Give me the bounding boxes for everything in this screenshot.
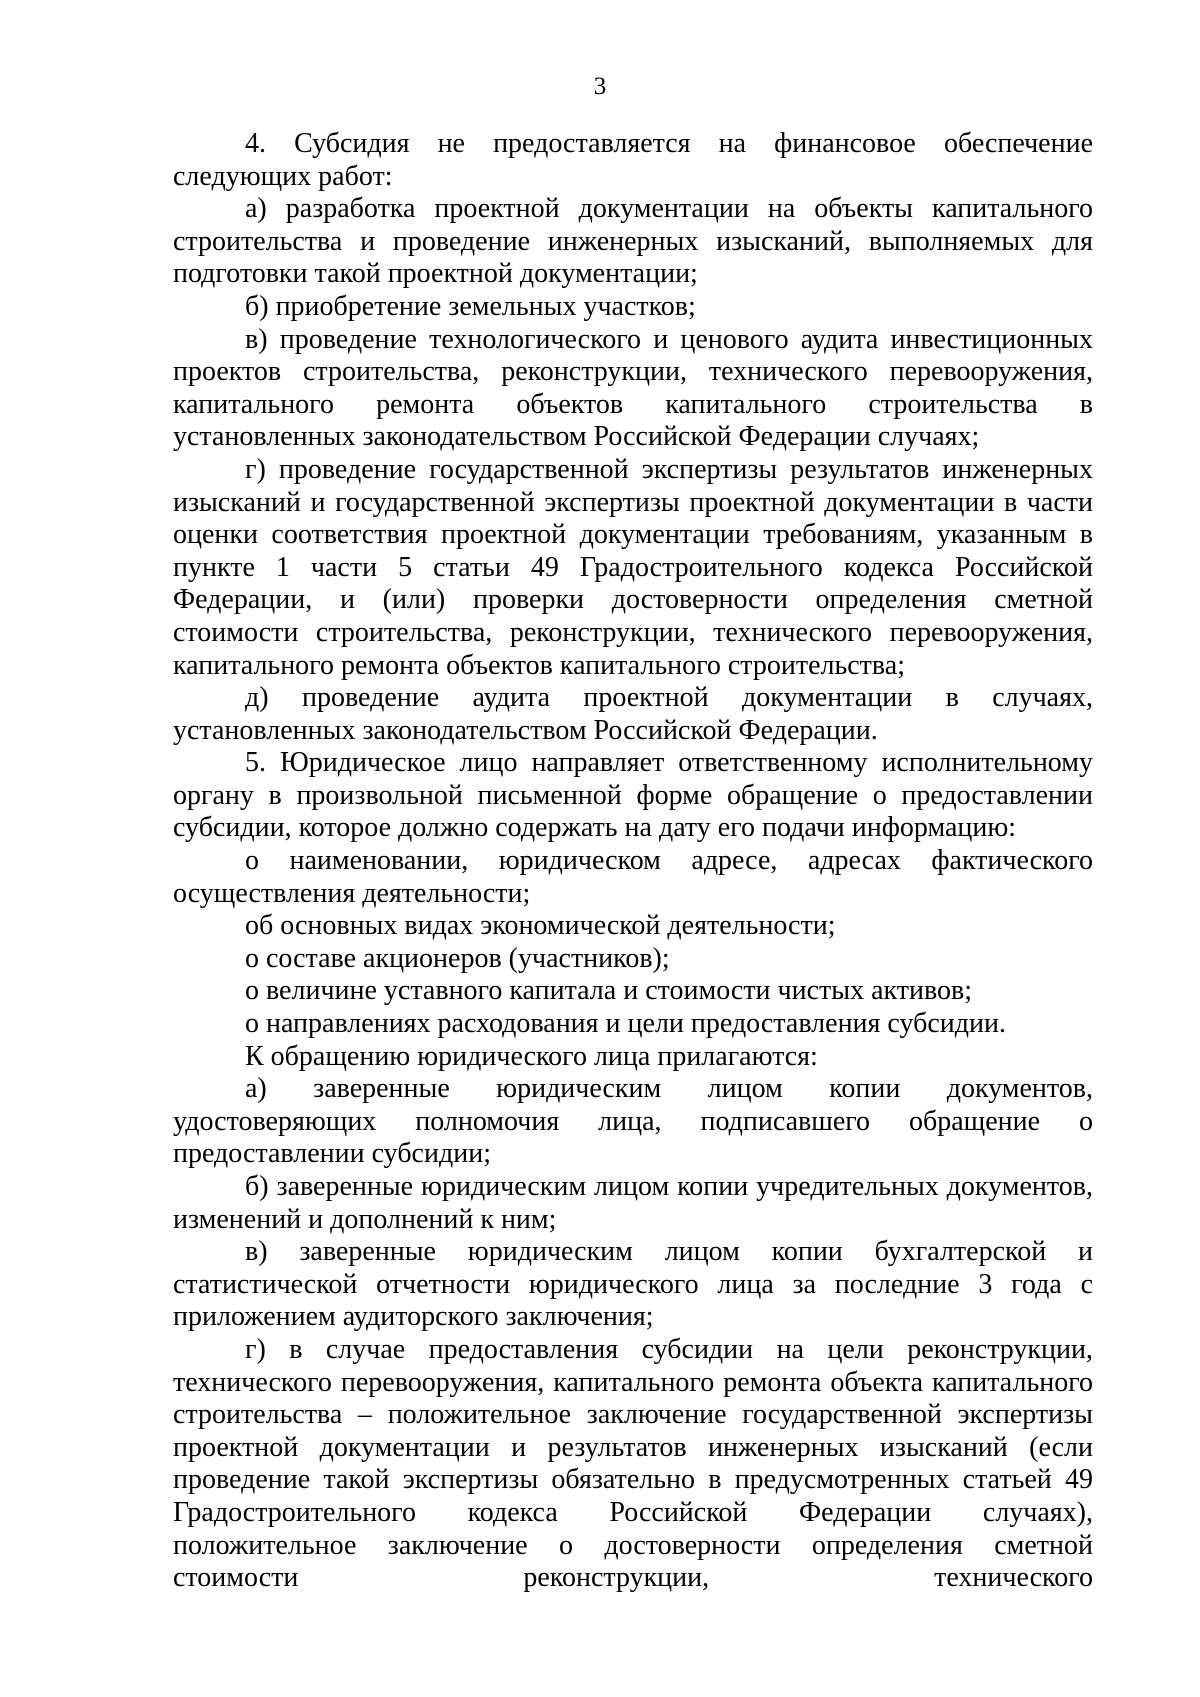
document-body xyxy=(173,128,1093,1595)
attachment-item-b: б) заверенные юридическим лицом копии учредительных документов, изменений и дополнений к ним; xyxy=(173,1171,1093,1235)
attachment-item-a: а) заверенные юридическим лицом копии документов, удостоверяющих полномочия лица, подписавшего обращение о предоставлении субсидии; xyxy=(173,1073,1093,1170)
attachment-item-v: в) заверенные юридическим лицом копии бухгалтерской и статистической отчетности юридического лица за последние 3 года с приложением аудиторского заключения; xyxy=(173,1236,1093,1333)
list-item-g-expertise: г) проведение государственной экспертизы результатов инженерных изысканий и государственной экспертизы проектной документации в части оценки соответствия проектной документации требованиям, указанным в пункте 1 части 5 статьи 49 Градостроительного кодекса Российской Федерации, и (или) проверки достоверности определения сметной стоимости строительства, реконструкции, технического перевооружения, капитального ремонта объектов капитального строительства; xyxy=(173,453,1093,681)
attachment-item-g: г) в случае предоставления субсидии на цели реконструкции, технического перевооружения, капитального ремонта объекта капитального строительства – положительное заключение государственной экспертизы проектной документации и результатов инженерных изысканий (если проведение такой экспертизы обязательно в предусмотренных статьей 49 Градостроительного кодекса Российской Федерации случаях), положительное заключение о достоверности определения сметной стоимости реконструкции, технического xyxy=(173,1333,1093,1594)
list-item-d-design-audit: д) проведение аудита проектной документации в случаях, установленных законодательством Российской Федерации. xyxy=(173,682,1093,746)
paragraph-4-intro: 4. Субсидия не предоставляется на финансовое обеспечение следующих работ: xyxy=(173,128,1093,192)
attachments-intro: К обращению юридического лица прилагаются: xyxy=(245,1040,818,1072)
info-item-capital: о величине уставного капитала и стоимости чистых активов; xyxy=(245,975,972,1007)
list-item-b-land: б) приобретение земельных участков; xyxy=(245,290,696,322)
paragraph-5-intro: 5. Юридическое лицо направляет ответственному исполнительному органу в произвольной письменной форме обращение о предоставлении субсидии, которое должно содержать на дату его подачи информацию: xyxy=(173,747,1093,844)
list-item-v-audit: в) проведение технологического и ценового аудита инвестиционных проектов строительства, реконструкции, технического перевооружения, капитального ремонта объектов капитального строительства в установленных законодательством Российской Федерации случаях; xyxy=(173,323,1093,453)
page-number: 3 xyxy=(593,73,607,100)
info-item-name-address: о наименовании, юридическом адресе, адресах фактического осуществления деятельности; xyxy=(173,845,1093,909)
list-item-a-design-docs: а) разработка проектной документации на объекты капитального строительства и проведение инженерных изысканий, выполняемых для подготовки такой проектной документации; xyxy=(173,193,1093,290)
info-item-activities: об основных видах экономической деятельности; xyxy=(245,910,836,942)
info-item-shareholders: о составе акционеров (участников); xyxy=(245,942,670,974)
info-item-spending: о направлениях расходования и цели предоставления субсидии. xyxy=(245,1008,1006,1040)
